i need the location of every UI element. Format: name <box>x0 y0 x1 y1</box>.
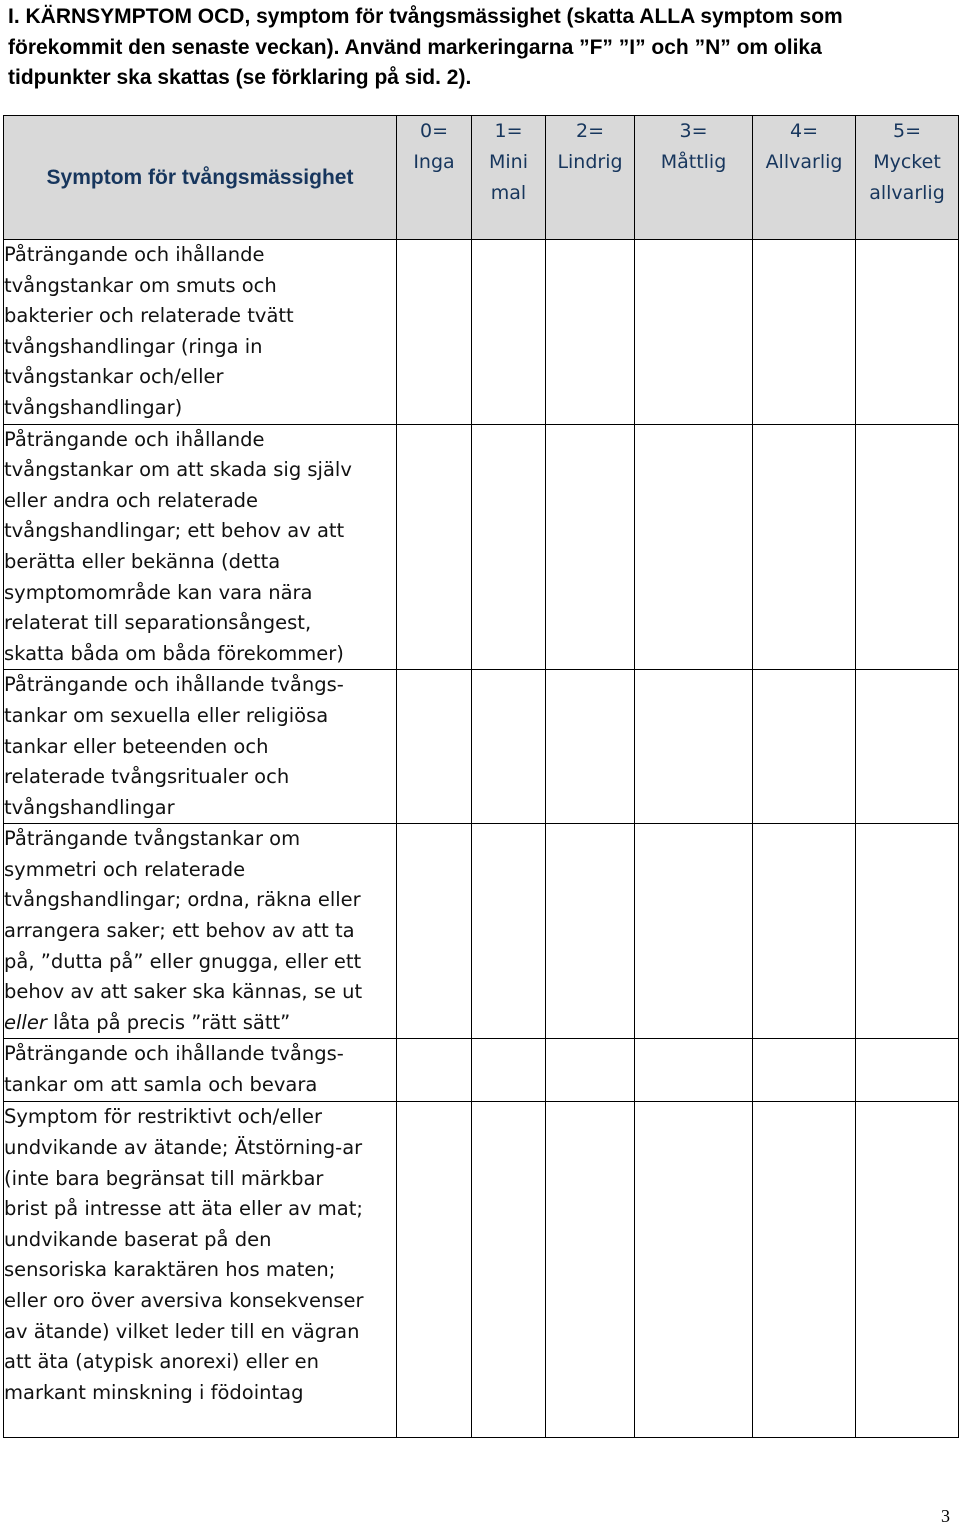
symptom-text-line: tvångstankar om att skada sig själv <box>4 458 352 482</box>
rating-cell-3[interactable] <box>635 824 753 1039</box>
rating-cell-5[interactable] <box>856 240 959 425</box>
symptom-description <box>4 824 397 1039</box>
section-heading <box>8 2 908 94</box>
rating-cell-0[interactable] <box>397 1039 472 1102</box>
rating-cell-2[interactable] <box>546 670 635 824</box>
symptom-text-line: tvångstankar och/eller <box>4 365 224 389</box>
rating-cell-0[interactable] <box>397 670 472 824</box>
rating-cell-1[interactable] <box>472 1039 546 1102</box>
scale-label: Inga <box>413 151 455 173</box>
scale-label: 4= <box>789 120 818 142</box>
rating-cell-1[interactable] <box>472 1102 546 1438</box>
rating-cell-4[interactable] <box>753 1102 856 1438</box>
rating-cell-1[interactable] <box>472 670 546 824</box>
scale-header-5 <box>856 116 959 240</box>
symptom-text-line: av ätande) vilket leder till en vägran <box>4 1319 360 1343</box>
symptom-rating-table <box>3 115 959 1438</box>
symptom-text-line: bakterier och relaterade tvätt <box>4 304 294 328</box>
symptom-text-line: eller oro över aversiva konsekvenser <box>4 1289 364 1312</box>
symptom-description <box>4 424 397 670</box>
scale-label: allvarlig <box>869 182 945 204</box>
symptom-text-line: Påträngande och ihållande <box>4 427 265 451</box>
symptom-text-line: tvångshandlingar; ordna, räkna eller <box>4 888 361 912</box>
rating-cell-4[interactable] <box>753 670 856 824</box>
symptom-text-line: markant minskning i födointag <box>4 1380 304 1404</box>
rating-cell-5[interactable] <box>856 824 959 1039</box>
rating-cell-0[interactable] <box>397 424 472 670</box>
symptom-text-line: berätta eller bekänna (detta <box>4 549 281 573</box>
header-row <box>4 116 959 240</box>
symptom-text-line: Påträngande och ihållande <box>4 243 265 266</box>
rating-cell-4[interactable] <box>753 240 856 425</box>
symptom-text-line: (inte bara begränsat till märkbar <box>4 1166 324 1190</box>
symptom-text-line: tankar om att samla och bevara <box>4 1073 318 1097</box>
rating-cell-0[interactable] <box>397 1102 472 1438</box>
scale-header-2 <box>546 116 635 240</box>
heading-line: I. KÄRNSYMPTOM OCD, symptom för tvångsmässighet (skatta ALLA symptom som <box>8 5 843 28</box>
symptom-text-line: Påträngande och ihållande tvångs- <box>4 1042 344 1066</box>
symptom-row-eating <box>4 1102 959 1438</box>
rating-cell-4[interactable] <box>753 824 856 1039</box>
symptom-text-line: tankar eller beteenden och <box>4 734 269 758</box>
scale-header-0 <box>397 116 472 240</box>
symptom-text-line: skatta båda om båda förekommer) <box>4 641 344 665</box>
symptom-text-line: att äta (atypisk anorexi) eller en <box>4 1350 320 1374</box>
symptom-text-line: symptomområde kan vara nära <box>4 580 313 604</box>
symptom-row-harm <box>4 424 959 670</box>
symptom-text-fragment: låta på precis ”rätt sätt” <box>46 1010 291 1034</box>
symptom-text-line: undvikande av ätande; Ätstörning-ar <box>4 1136 363 1160</box>
symptom-row-symmetry <box>4 824 959 1039</box>
symptom-text-line: Symptom för restriktivt och/eller <box>4 1105 323 1129</box>
scale-label: 3= <box>679 120 708 142</box>
scale-label: Lindrig <box>557 151 623 173</box>
rating-cell-1[interactable] <box>472 424 546 670</box>
symptom-text-line: tvångshandlingar; ett behov av att <box>4 519 345 543</box>
scale-header-3 <box>635 116 753 240</box>
rating-cell-4[interactable] <box>753 424 856 670</box>
scale-header-4 <box>753 116 856 240</box>
symptom-text-line: Påträngande tvångstankar om <box>4 827 301 851</box>
scale-label: Mycket <box>873 151 941 173</box>
scale-header-1 <box>472 116 546 240</box>
rating-cell-3[interactable] <box>635 424 753 670</box>
rating-cell-3[interactable] <box>635 240 753 425</box>
rating-cell-5[interactable] <box>856 1102 959 1438</box>
symptom-text-line: tvångshandlingar (ringa in <box>4 334 263 358</box>
rating-cell-2[interactable] <box>546 1102 635 1438</box>
symptom-text-line: på, ”dutta på” eller gnugga, eller ett <box>4 949 362 973</box>
rating-cell-2[interactable] <box>546 1039 635 1102</box>
symptom-text-line: undvikande baserat på den <box>4 1227 272 1251</box>
symptom-text-line: eller andra och relaterade <box>4 488 259 512</box>
symptom-text-line: arrangera saker; ett behov av att ta <box>4 919 355 943</box>
rating-cell-4[interactable] <box>753 1039 856 1102</box>
symptom-text-line: sensoriska karaktären hos maten; <box>4 1258 336 1282</box>
page-number: 3 <box>941 1506 950 1526</box>
symptom-row-contamination <box>4 240 959 425</box>
symptom-text-line: tvångshandlingar <box>4 795 175 819</box>
symptom-text-line: tvångshandlingar) <box>4 395 183 419</box>
heading-line: tidpunkter ska skattas (se förklaring på sid. 2). <box>8 66 472 89</box>
symptom-description <box>4 1039 397 1102</box>
scale-label: mal <box>490 182 527 204</box>
rating-cell-3[interactable] <box>635 670 753 824</box>
rating-cell-5[interactable] <box>856 424 959 670</box>
rating-cell-0[interactable] <box>397 824 472 1039</box>
rating-cell-5[interactable] <box>856 1039 959 1102</box>
symptom-description <box>4 1102 397 1438</box>
rating-cell-1[interactable] <box>472 240 546 425</box>
scale-label: 0= <box>419 120 448 142</box>
italic-word: eller <box>4 1010 47 1034</box>
symptom-text-line: relaterat till separationsångest, <box>4 611 312 635</box>
scale-label: 2= <box>575 120 604 142</box>
symptom-text-line: behov av att saker ska kännas, se ut <box>4 980 363 1004</box>
rating-cell-0[interactable] <box>397 240 472 425</box>
rating-cell-1[interactable] <box>472 824 546 1039</box>
symptom-description <box>4 240 397 425</box>
symptom-row-hoarding <box>4 1039 959 1102</box>
symptom-text-line: brist på intresse att äta eller av mat; <box>4 1197 363 1221</box>
symptom-description <box>4 670 397 824</box>
symptom-text-line <box>4 1008 396 1039</box>
symptom-text-line: relaterade tvångsritualer och <box>4 765 290 789</box>
symptom-row-sexual-religious <box>4 670 959 824</box>
scale-label: Mini <box>489 151 528 173</box>
symptom-text-line: tankar om sexuella eller religiösa <box>4 703 329 727</box>
symptom-text-line: tvångstankar om smuts och <box>4 273 277 297</box>
symptom-text-line: Påträngande och ihållande tvångs- <box>4 673 344 697</box>
symptom-text-line: symmetri och relaterade <box>4 857 246 881</box>
heading-line: förekommit den senaste veckan). Använd markeringarna ”F” ”I” och ”N” om olika <box>8 35 822 59</box>
scale-label: Allvarlig <box>765 151 843 173</box>
rating-cell-3[interactable] <box>635 1102 753 1438</box>
scale-label: 1= <box>494 120 523 142</box>
scale-label: Måttlig <box>660 151 727 173</box>
rating-cell-2[interactable] <box>546 240 635 425</box>
scale-label: 5= <box>892 120 921 142</box>
rating-cell-3[interactable] <box>635 1039 753 1102</box>
rating-cell-2[interactable] <box>546 824 635 1039</box>
rating-cell-5[interactable] <box>856 670 959 824</box>
rating-cell-2[interactable] <box>546 424 635 670</box>
symptom-column-header: Symptom för tvångsmässighet <box>4 116 397 240</box>
